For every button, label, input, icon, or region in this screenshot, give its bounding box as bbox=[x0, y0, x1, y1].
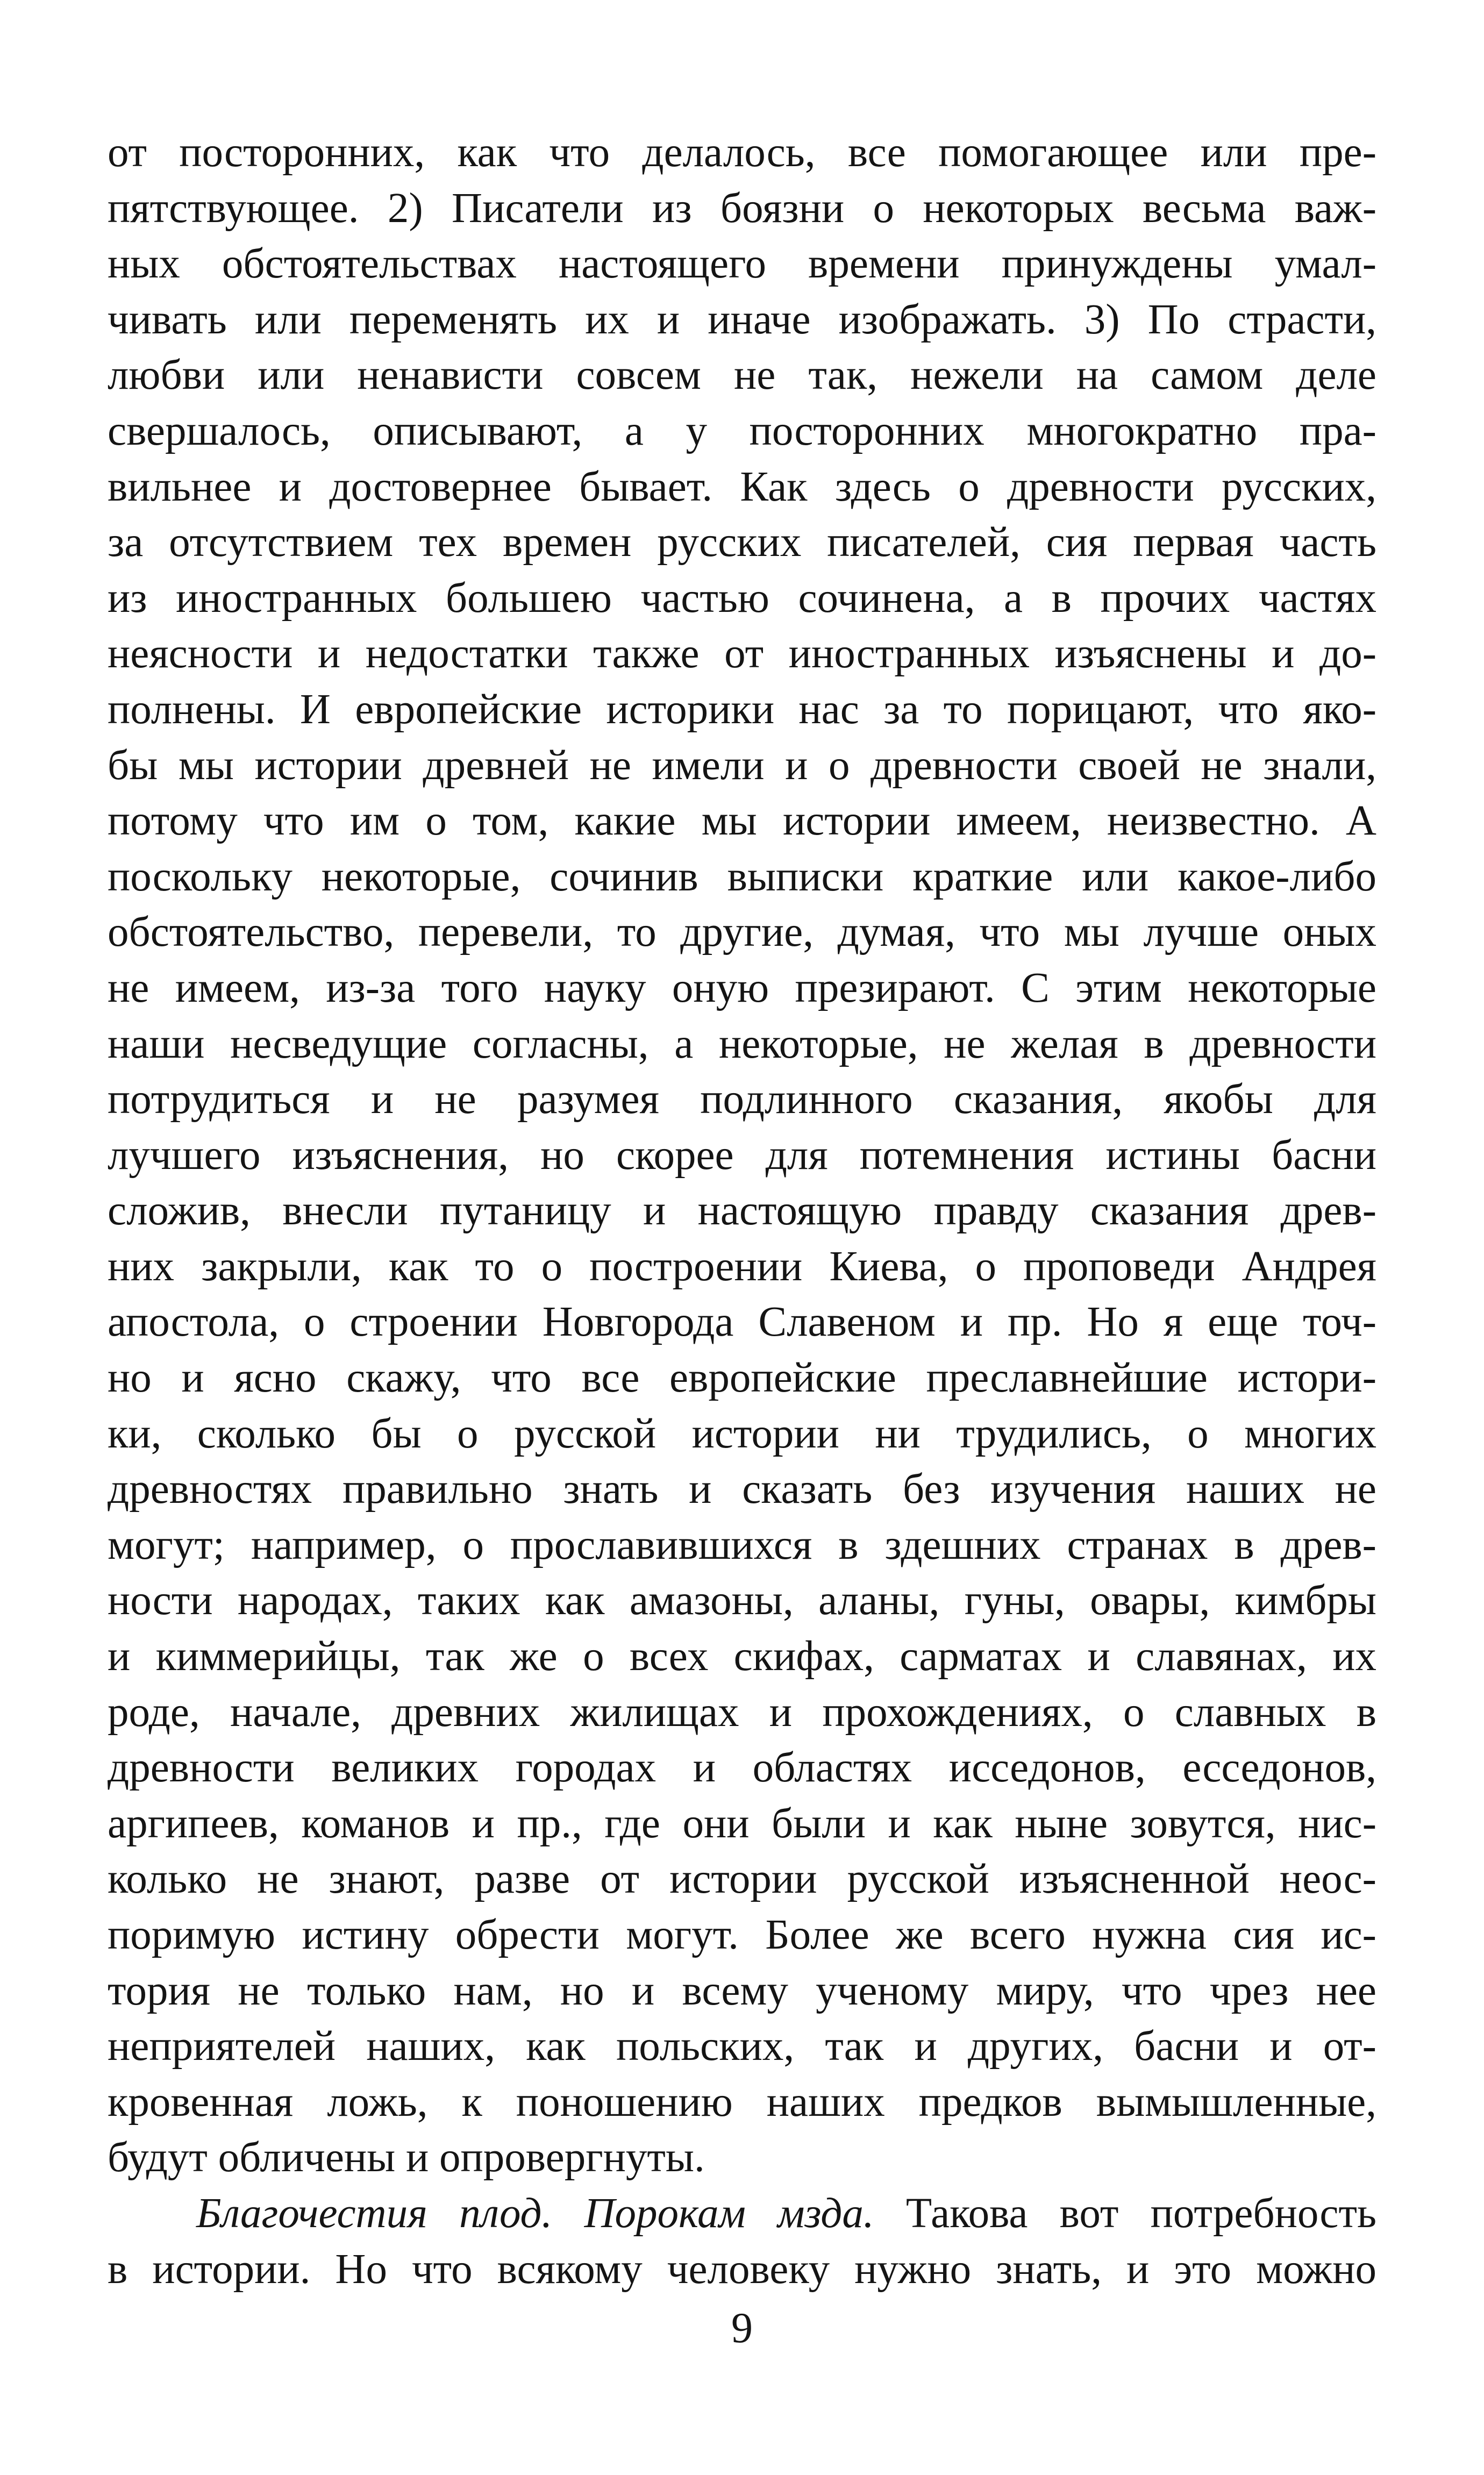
text-line: бы мы истории древней не имели и о древности своей не знали, bbox=[108, 741, 1376, 789]
text-line: и киммерийцы, так же о всех скифах, сарматах и славянах, их bbox=[108, 1633, 1376, 1680]
text-line: лучшего изъяснения, но скорее для потемнения истины басни bbox=[108, 1131, 1376, 1179]
text-line bbox=[108, 2186, 1376, 2242]
text-line: любви или ненависти совсем не так, нежели на самом деле bbox=[108, 352, 1376, 399]
text-line: апостола, о строении Новгорода Славеном и пр. Но я еще точ- bbox=[108, 1299, 1376, 1346]
text-line: неприятелей наших, как польских, так и других, басни и от- bbox=[108, 2023, 1376, 2070]
text-line: полнены. И европейские историки нас за то порицают, что яко- bbox=[108, 686, 1376, 733]
text-line: в истории. Но что всякому человеку нужно знать, и это можно bbox=[108, 2245, 1376, 2293]
text-line: ных обстоятельствах настоящего времени принуждены умал- bbox=[108, 240, 1376, 288]
text-line: за отсутствием тех времен русских писателей, сия первая часть bbox=[108, 519, 1376, 566]
text-line: ки, сколько бы о русской истории ни трудились, о многих bbox=[108, 1410, 1376, 1457]
paragraph-1 bbox=[108, 125, 1376, 2186]
text-line: сложив, внесли путаницу и настоящую правду сказания древ- bbox=[108, 1187, 1376, 1235]
text-line: наши несведущие согласны, а некоторые, не желая в древности bbox=[108, 1020, 1376, 1067]
text-line: вильнее и достовернее бывает. Как здесь о древности русских, bbox=[108, 463, 1376, 510]
paragraph-2 bbox=[108, 2186, 1376, 2297]
text-line: них закрыли, как то о построении Киева, о проповеди Андрея bbox=[108, 1243, 1376, 1290]
text-line: древности великих городах и областях исседонов, есседонов, bbox=[108, 1744, 1376, 1792]
body-text bbox=[108, 125, 1376, 2297]
text-line: поскольку некоторые, сочинив выписки краткие или какое-либо bbox=[108, 853, 1376, 900]
text-line: неясности и недостатки также от иностранных изъяснены и до- bbox=[108, 630, 1376, 677]
text-line: от посторонних, как что делалось, все помогающее или пре- bbox=[108, 129, 1376, 176]
text-line: древностях правильно знать и сказать без изучения наших не bbox=[108, 1466, 1376, 1513]
text-line: ности народах, таких как амазоны, аланы, гуны, овары, кимбры bbox=[108, 1577, 1376, 1624]
text-line: потрудиться и не разумея подлинного сказания, якобы для bbox=[108, 1076, 1376, 1123]
text-line: могут; например, о прославившихся в здешних странах в древ- bbox=[108, 1521, 1376, 1568]
text-line: тория не только нам, но и всему ученому миру, что чрез нее bbox=[108, 1967, 1376, 2014]
text-line: роде, начале, древних жилищах и прохождениях, о славных в bbox=[108, 1688, 1376, 1736]
text-line: поримую истину обрести могут. Более же всего нужна сия ис- bbox=[108, 1911, 1376, 1958]
text-line: из иностранных большею частью сочинена, а в прочих частях bbox=[108, 574, 1376, 622]
text-run: Такова вот потребность bbox=[874, 2189, 1376, 2237]
page-number: 9 bbox=[731, 2305, 753, 2352]
text-line: аргипеев, команов и пр., где они были и как ныне зовутся, нис- bbox=[108, 1800, 1376, 1847]
text-line: будут обличены и опровергнуты. bbox=[108, 2134, 705, 2181]
text-line: пятствующее. 2) Писатели из боязни о некоторых весьма важ- bbox=[108, 184, 1376, 232]
text-line: кровенная ложь, к поношению наших предков вымышленные, bbox=[108, 2078, 1376, 2125]
text-line: колько не знают, разве от истории русской изъясненной неос- bbox=[108, 1856, 1376, 1903]
text-line: обстоятельство, перевели, то другие, думая, что мы лучше оных bbox=[108, 909, 1376, 956]
text-line: чивать или переменять их и иначе изображать. 3) По страсти, bbox=[108, 296, 1376, 343]
text-line: свершалось, описывают, а у посторонних многократно пра- bbox=[108, 407, 1376, 454]
text-line: но и ясно скажу, что все европейские преславнейшие истори- bbox=[108, 1354, 1376, 1402]
text-line: не имеем, из-за того науку оную презирают. С этим некоторые bbox=[108, 964, 1376, 1011]
text-line: потому что им о том, какие мы истории имеем, неизвестно. А bbox=[108, 797, 1376, 845]
italic-heading: Благочестия плод. Порокам мзда. bbox=[196, 2189, 874, 2237]
